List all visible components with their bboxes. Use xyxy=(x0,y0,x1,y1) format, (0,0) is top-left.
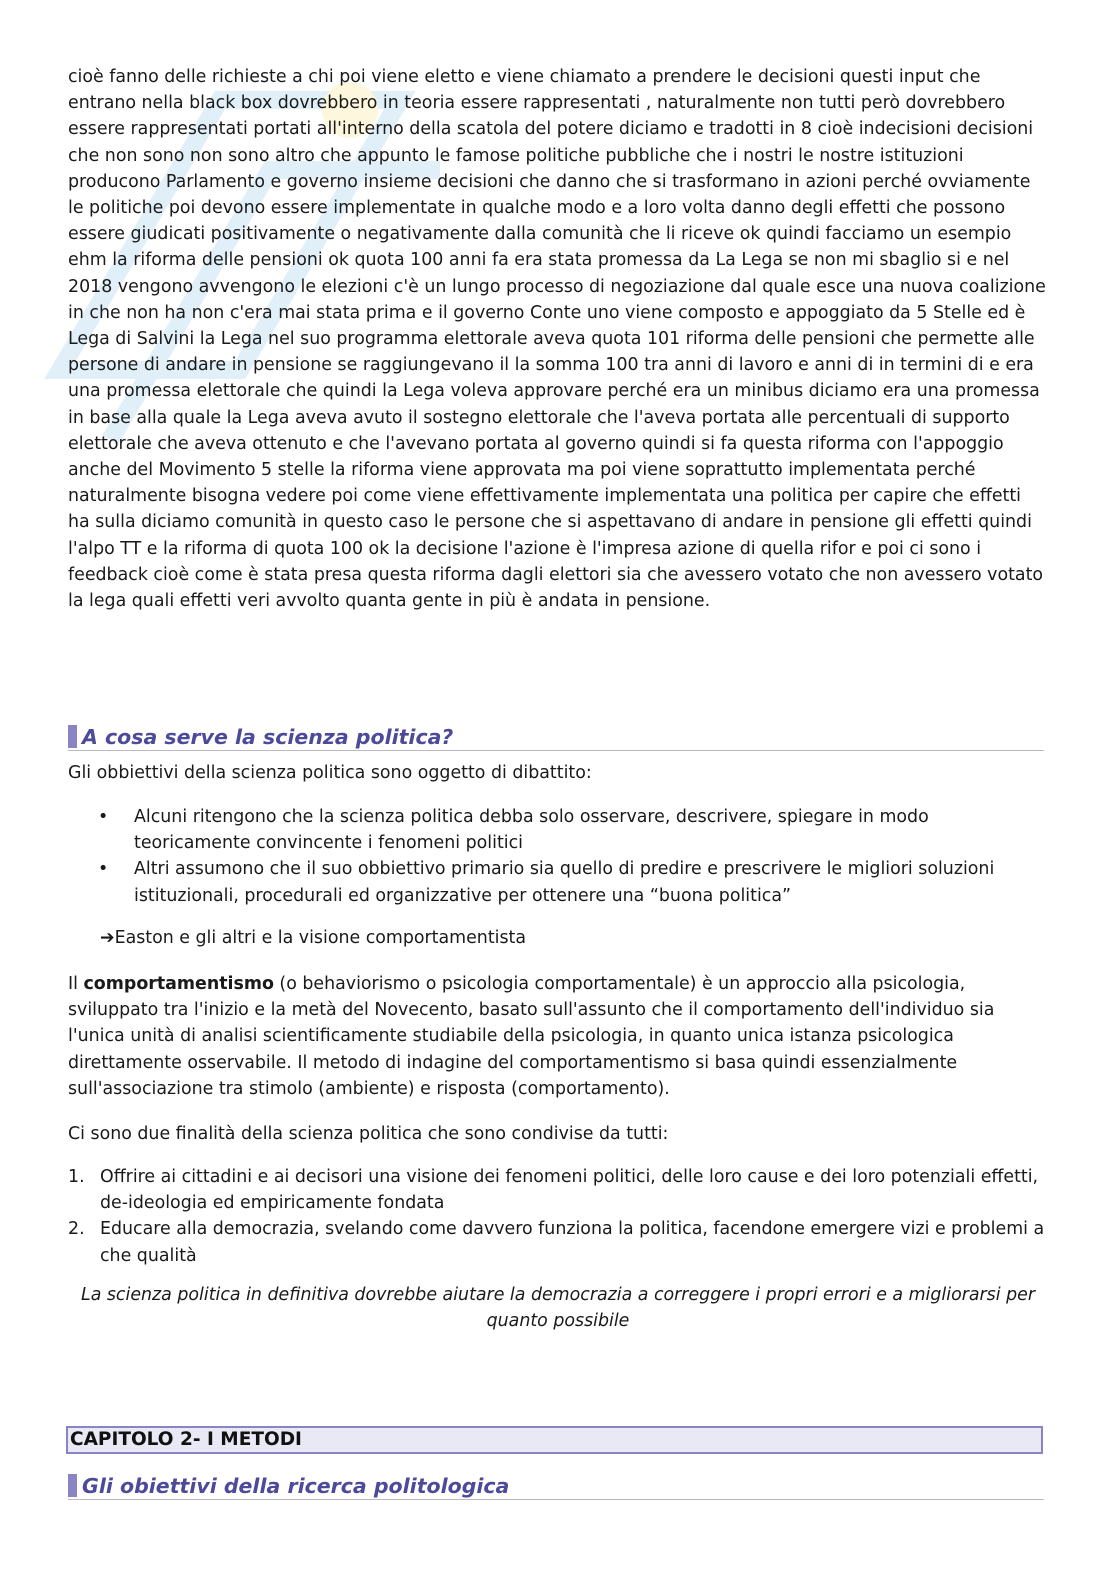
bullet-list xyxy=(68,804,1048,909)
bullet-item xyxy=(68,856,1048,908)
transcript-block xyxy=(68,64,1048,614)
definition-body: (o behaviorismo o psicologia comportamentale) è un approccio alla psicologia, sviluppato tra l'inizio e la metà del Novecento, basato sull'assunto che il comportamento dell'individuo sia l'unica unità di analisi scientificamente studiabile della psicologia, in quanto unica istanza psicologica direttamente osservabile. Il metodo di indagine del comportamentismo si basa quindi essenzialmente sull'associazione tra stimolo (ambiente) e risposta (comportamento). xyxy=(68,974,995,1099)
definition-term: comportamentismo xyxy=(83,974,274,994)
definition-prefix: Il xyxy=(68,974,84,994)
bullet-item xyxy=(68,804,1048,856)
definition-paragraph xyxy=(68,971,1048,1102)
section-heading-obiettivi xyxy=(68,1473,1044,1500)
section-heading-text: Gli obiettivi della ricerca politologica xyxy=(82,1474,510,1498)
arrow-icon: ➔ xyxy=(100,928,115,948)
closing-quote xyxy=(68,1282,1048,1334)
chapter-title: CAPITOLO 2- I METODI xyxy=(70,1429,302,1450)
finalities-intro-text: Ci sono due finalità della scienza politica che sono condivise da tutti: xyxy=(68,1124,669,1144)
bullet-text: Alcuni ritengono che la scienza politica debba solo osservare, descrivere, spiegare in modo teoricamente convincente i fenomeni politici xyxy=(134,807,929,854)
transcript-paragraph: cioè fanno delle richieste a chi poi viene eletto e viene chiamato a prendere le decisioni questi input che entrano nella black box dovrebbero in teoria essere rappresentati , naturalmente non tutti però dovrebbero essere rappresentati portati all'interno della scatola del potere diciamo e tradotti in 8 cioè indecisioni decisioni che non sono non sono altro che appunto le famose politiche pubbliche che i nostri le nostre istituzioni producono Parlamento e governo insieme decisioni che danno che si trasformano in azioni perché ovviamente le politiche poi devono essere implementate in qualche modo e a loro volta danno degli effetti che possono essere giudicati positivamente o negativamente dalla comunità che li riceve ok quindi facciamo un esempio ehm la riforma delle pensioni ok quota 100 anni fa era stata promessa da La Lega se non mi sbaglio si e nel 2018 vengono avvengono le elezioni c'è un lungo processo di negoziazione dal quale esce una nuova coalizione in che non ha non c'era mai stata prima e il governo Conte uno viene composto e appoggiato da 5 Stelle ed è Lega di Salvini la Lega nel suo programma elettorale aveva quota 101 riforma delle pensioni che permette alle persone di andare in pensione se raggiungevano il la somma 100 tra anni di lavoro e anni di in termini di e era una promessa elettorale che quindi la Lega voleva approvare perché era un minibus diciamo era una promessa in base alla quale la Lega aveva avuto il sostegno elettorale che l'aveva portata alle percentuali di supporto elettorale che aveva ottenuto e che l'avevano portata al governo quindi si fa questa riforma con l'appoggio anche del Movimento 5 stelle la riforma viene approvata ma poi viene soprattutto implementata perché naturalmente bisogna vedere poi come viene effettivamente implementata una politica per capire che effetti ha sulla diciamo comunità in questo caso le persone che si aspettavano di andare in pensione gli effetti quindi l'alpo TT e la riforma di quota 100 ok la decisione l'azione è l'impresa azione di quella rifor e poi ci sono i feedback cioè come è stata presa questa riforma dagli elettori sia che avessero votato che non avessero votato la lega quali effetti veri avvolto quanta gente in più è andata in pensione. xyxy=(68,67,1046,612)
chapter-heading xyxy=(66,1426,1043,1454)
section-heading-text: A cosa serve la scienza politica? xyxy=(82,725,454,749)
item-number: 2. xyxy=(68,1219,85,1240)
bullet-text: Altri assumono che il suo obbiettivo primario sia quello di predire e prescrivere le migliori soluzioni istituzionali, procedurali ed organizzative per ottenere una “buona politica” xyxy=(134,859,995,906)
item-number: 1. xyxy=(68,1167,85,1187)
finalities-list xyxy=(68,1164,1048,1269)
numbered-item xyxy=(68,1164,1048,1216)
arrow-note-text: Easton e gli altri e la visione comportamentista xyxy=(114,928,527,948)
numbered-item xyxy=(68,1216,1048,1268)
item-text: Offrire ai cittadini e ai decisori una visione dei fenomeni politici, delle loro cause e dei loro potenziali effetti, de-ideologia ed empiricamente fondata xyxy=(100,1167,1039,1214)
finalities-intro xyxy=(68,1121,1048,1147)
closing-quote-text: La scienza politica in definitiva dovrebbe aiutare la democrazia a correggere i propri errori e a migliorarsi per quanto possibile xyxy=(81,1285,1035,1332)
section-intro xyxy=(68,760,1048,786)
section-intro-text: Gli obbiettivi della scienza politica sono oggetto di dibattito: xyxy=(68,763,592,783)
arrow-note xyxy=(68,925,1048,951)
item-text: Educare alla democrazia, svelando come davvero funziona la politica, facendone emergere vizi e problemi a che qualità xyxy=(100,1219,1045,1266)
section-heading-a-cosa-serve xyxy=(68,724,1044,751)
